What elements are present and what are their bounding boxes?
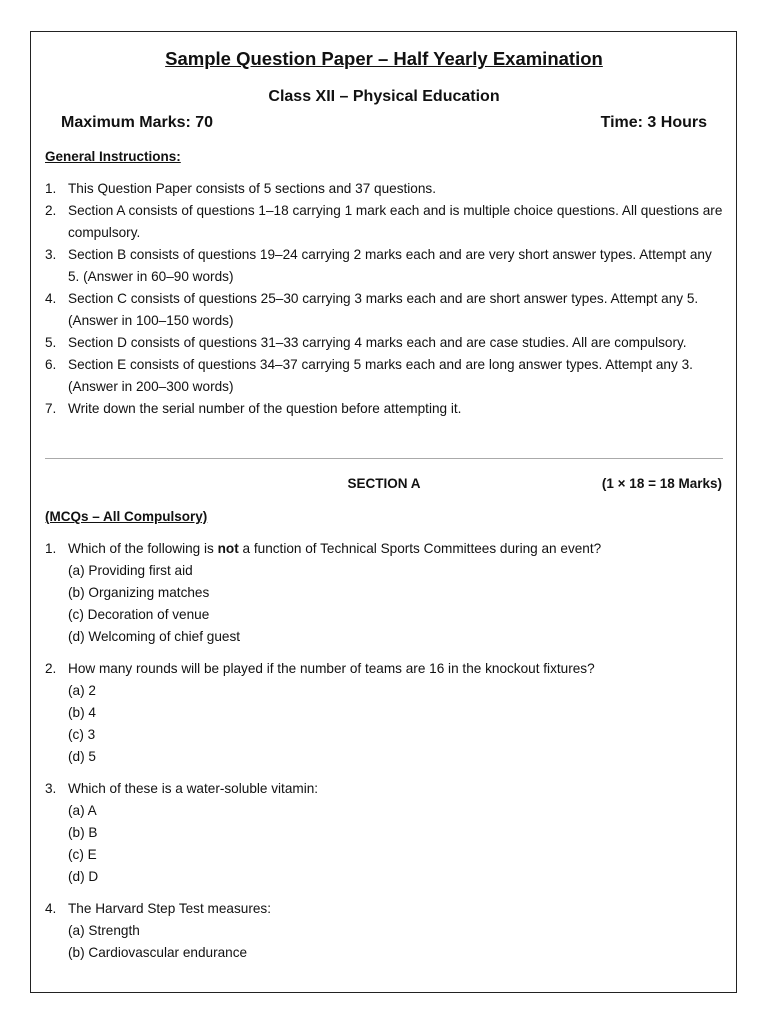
- question-text: [45, 658, 725, 680]
- option: (b) 4: [68, 705, 96, 720]
- question-number: 4.: [45, 901, 57, 916]
- class-subtitle: Class XII – Physical Education: [268, 88, 500, 105]
- instruction-number: 2.: [45, 203, 57, 218]
- instruction-item: [45, 200, 725, 244]
- question-number: 2.: [45, 661, 57, 676]
- instruction-number: 4.: [45, 291, 57, 306]
- time-allowed: Time: 3 Hours: [600, 114, 707, 131]
- option: (a) 2: [68, 683, 96, 698]
- maximum-marks: Maximum Marks: 70: [61, 114, 214, 131]
- option: (a) Strength: [68, 923, 140, 938]
- question-2: [45, 658, 725, 768]
- question-4: [45, 898, 725, 964]
- option: (c) Decoration of venue: [68, 607, 210, 622]
- instruction-item: [45, 244, 725, 288]
- option: (a) A: [68, 803, 97, 818]
- question-text-part: a function of Technical Sports Committees during an event?: [238, 541, 602, 556]
- instruction-number: 1.: [45, 181, 57, 196]
- instruction-text: Section E consists of questions 34–37 carrying 5 marks each and are long answer types. Attempt any 3. (Answer in 200–300 words): [68, 357, 693, 394]
- question-text: [45, 538, 725, 560]
- instruction-number: 3.: [45, 247, 57, 262]
- option: (c) 3: [68, 727, 96, 742]
- question-text: [45, 898, 725, 920]
- instruction-number: 6.: [45, 357, 57, 372]
- question-text-part: The Harvard Step Test measures:: [68, 901, 271, 916]
- instruction-item: [45, 178, 725, 200]
- mcq-subheading: (MCQs – All Compulsory): [45, 509, 208, 524]
- question-emphasis: not: [217, 541, 239, 556]
- instruction-item: [45, 354, 725, 398]
- instruction-number: 7.: [45, 401, 57, 416]
- question-1: [45, 538, 725, 648]
- question-number: 3.: [45, 781, 57, 796]
- paper-title: Sample Question Paper – Half Yearly Examination: [165, 48, 603, 69]
- option: (a) Providing first aid: [68, 563, 193, 578]
- instruction-item: [45, 288, 725, 332]
- instruction-text: Section C consists of questions 25–30 carrying 3 marks each and are short answer types. Attempt any 5. (Answer in 100–150 words): [68, 291, 699, 328]
- option: (d) D: [68, 869, 99, 884]
- question-text-part: Which of the following is: [68, 541, 218, 556]
- question-3: [45, 778, 725, 888]
- option: (b) B: [68, 825, 98, 840]
- instructions-list: [45, 178, 725, 420]
- section-a-title: SECTION A: [347, 476, 421, 491]
- instruction-text: Section A consists of questions 1–18 carrying 1 mark each and is multiple choice questions. All questions are compulsory.: [68, 203, 723, 240]
- option: (d) 5: [68, 749, 96, 764]
- section-a-marks: (1 × 18 = 18 Marks): [601, 476, 722, 491]
- question-number: 1.: [45, 541, 57, 556]
- general-instructions-heading: General Instructions:: [45, 149, 181, 164]
- option: (b) Organizing matches: [68, 585, 210, 600]
- instruction-text: Write down the serial number of the question before attempting it.: [68, 401, 462, 416]
- instruction-item: [45, 398, 725, 420]
- question-text-part: Which of these is a water-soluble vitamin:: [68, 781, 319, 796]
- instruction-text: Section D consists of questions 31–33 carrying 4 marks each and are case studies. All are compulsory.: [68, 335, 687, 350]
- instruction-item: [45, 332, 725, 354]
- option: (d) Welcoming of chief guest: [68, 629, 241, 644]
- question-text-part: How many rounds will be played if the number of teams are 16 in the knockout fixtures?: [68, 661, 595, 676]
- instruction-number: 5.: [45, 335, 57, 350]
- option: (c) E: [68, 847, 97, 862]
- instruction-text: Section B consists of questions 19–24 carrying 2 marks each and are very short answer types. Attempt any 5. (Answer in 60–90 words): [68, 247, 712, 284]
- option: (b) Cardiovascular endurance: [68, 945, 248, 960]
- instruction-text: This Question Paper consists of 5 sections and 37 questions.: [68, 181, 436, 196]
- question-text: [45, 778, 725, 800]
- section-divider: [45, 458, 723, 459]
